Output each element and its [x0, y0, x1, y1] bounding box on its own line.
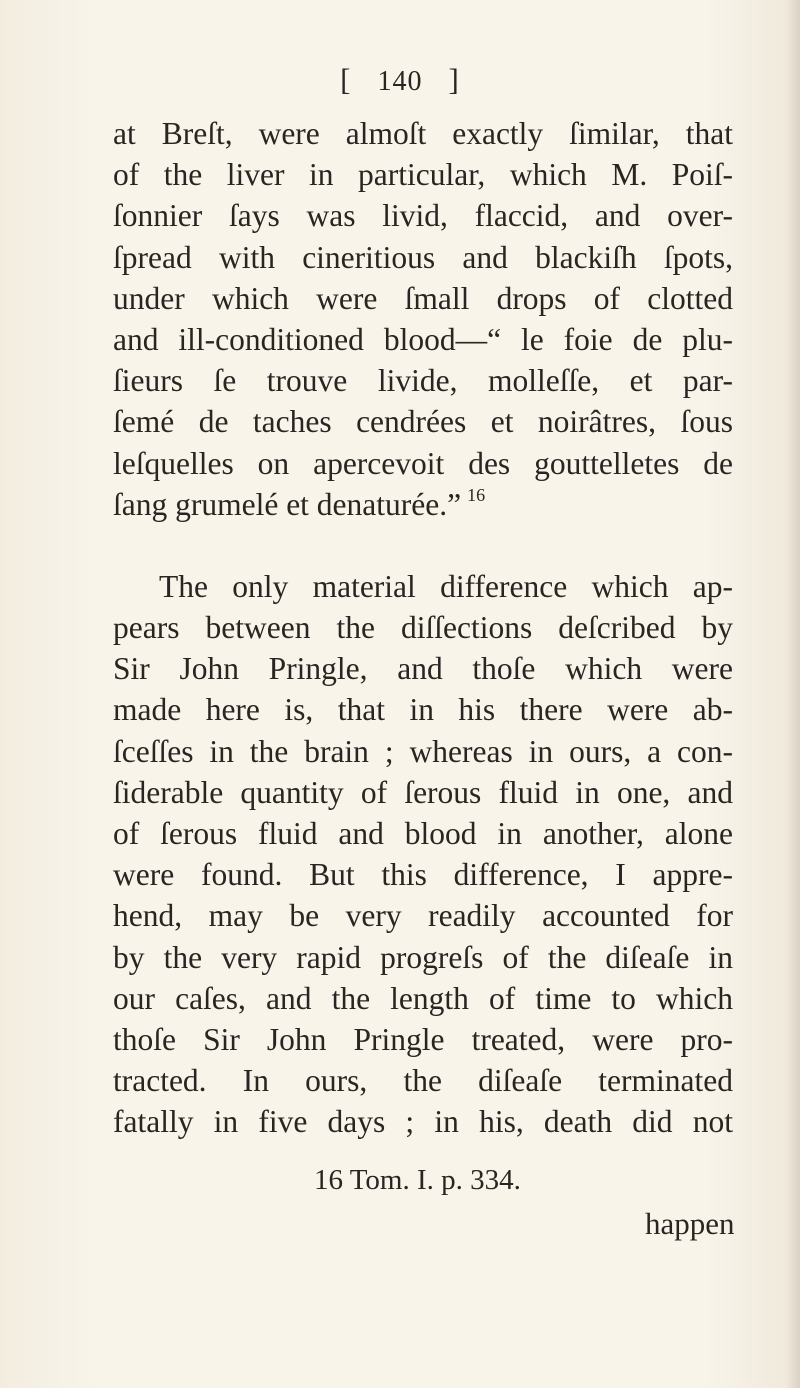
text-line: under which were ſmall drops of clotted — [113, 280, 733, 316]
paragraph-2 — [113, 566, 733, 1143]
text-line: made here is, that in his there were ab- — [113, 692, 733, 728]
text-line: of ſerous fluid and blood in another, alone — [113, 816, 733, 851]
text-line: ſiderable quantity of ſerous fluid in one, and — [113, 774, 733, 810]
text-line: ſpread with cineritious and blackiſh ſpots, — [113, 239, 733, 275]
header-bracket-close: ] — [448, 62, 460, 97]
page-number: 140 — [377, 66, 423, 97]
text-line: at Breſt, were almoſt exactly ſimilar, that — [113, 116, 733, 151]
text-line-with-footnote — [113, 484, 733, 525]
text-line: The only material difference which ap- — [159, 568, 733, 604]
text-line: fatally in five days ; in his, death did not — [113, 1104, 733, 1140]
catchword: happen — [645, 1206, 735, 1241]
page-number-header — [0, 60, 800, 102]
text-line: pears between the diſſections deſcribed by — [113, 610, 733, 646]
text-line: ſonnier ſays was livid, flaccid, and over- — [113, 198, 733, 234]
paragraph-gap — [113, 525, 733, 566]
footnote-reference: 16 — [467, 484, 486, 505]
text-line: ſang grumelé et denaturée.” — [113, 486, 462, 522]
text-line: of the liver in particular, which M. Poiſ- — [113, 157, 733, 193]
page-edge-shadow — [786, 0, 800, 1388]
text-line: by the very rapid progreſs of the diſeaſe in — [113, 939, 733, 975]
text-line: thoſe Sir John Pringle treated, were pro- — [113, 1021, 733, 1057]
paragraph-1 — [113, 113, 733, 525]
footnote: 16 Tom. I. p. 334. — [314, 1164, 521, 1196]
header-bracket-open: [ — [340, 62, 352, 97]
text-line: our caſes, and the length of time to which — [113, 980, 733, 1016]
text-line: hend, may be very readily accounted for — [113, 898, 733, 934]
text-line: and ill-conditioned blood—“ le foie de plu- — [113, 321, 733, 357]
text-line: tracted. In ours, the diſeaſe terminated — [113, 1063, 733, 1099]
text-line: leſquelles on apercevoit des gouttelletes de — [113, 445, 733, 481]
text-line: Sir John Pringle, and thoſe which were — [113, 651, 733, 687]
body-text — [113, 113, 733, 1143]
text-line: were found. But this difference, I appre- — [113, 857, 733, 893]
text-line: ſieurs ſe trouve livide, molleſſe, et par- — [113, 363, 733, 399]
text-line: ſceſſes in the brain ; whereas in ours, a con- — [113, 733, 733, 769]
text-line: ſemé de taches cendrées et noirâtres, ſous — [113, 404, 733, 440]
